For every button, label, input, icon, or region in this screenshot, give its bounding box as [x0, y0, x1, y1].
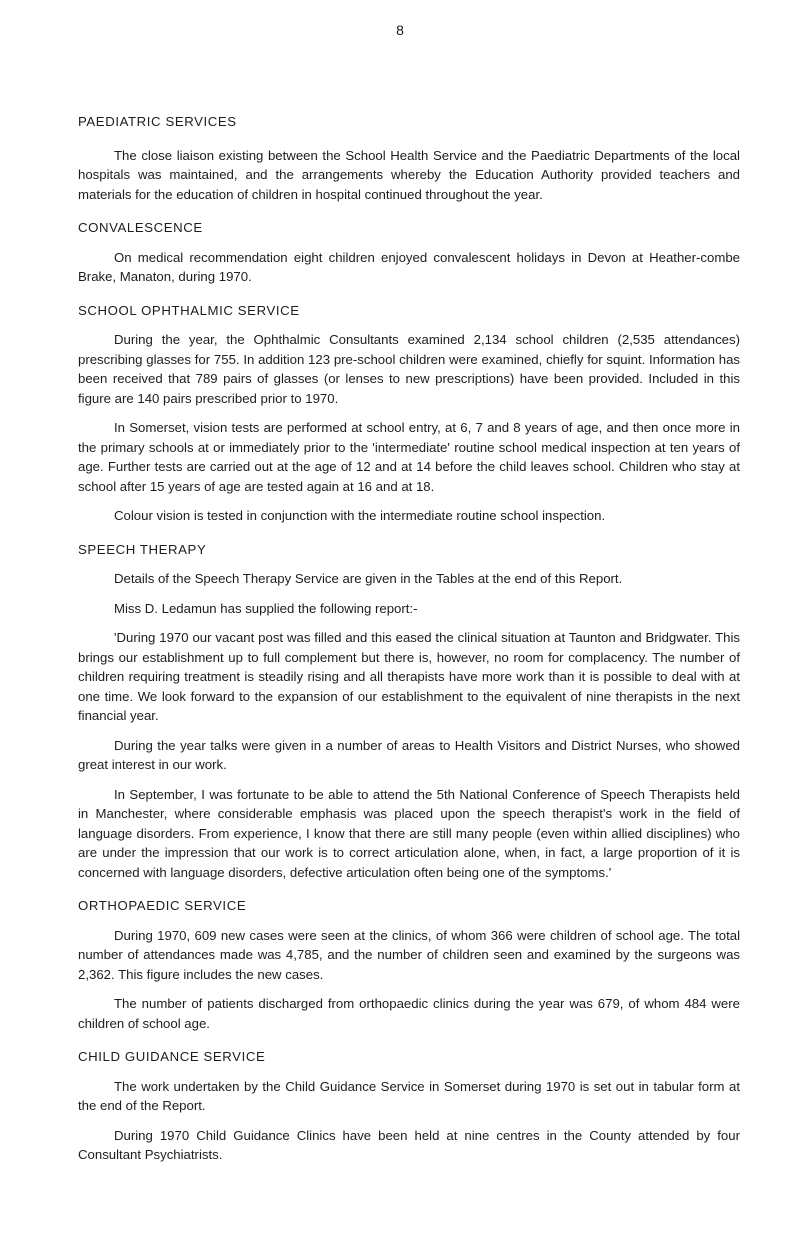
paragraph: The close liaison existing between the School Health Service and the Paediatric Departments of the local hospitals was maintained, and the arrangements whereby the Education Authority provided teachers and materials for the education of children in hospital continued throughout the year. — [78, 147, 740, 202]
paragraph: The number of patients discharged from orthopaedic clinics during the year was 679, of whom 484 were children of school age. — [78, 996, 740, 1031]
section-paediatric-services — [78, 112, 740, 204]
paragraph: In September, I was fortunate to be able to attend the 5th National Conference of Speech Therapists held in Manchester, where considerable emphasis was placed upon the speech therapist's work in the field of language disorders. From experience, I know that there are still many people (even within allied disciplines) who are under the impression that our work is to correct articulation alone, when, in fact, a large proportion of it is concerned with language disorders, defective articulation often being one of the symptoms.' — [78, 786, 740, 880]
paragraph: During 1970 Child Guidance Clinics have been held at nine centres in the County attended by four Consultant Psychiatrists. — [78, 1127, 740, 1162]
section-convalescence — [78, 218, 740, 287]
section-heading: ORTHOPAEDIC SERVICE — [78, 898, 247, 913]
section-heading: CONVALESCENCE — [78, 220, 203, 235]
paragraph: Miss D. Ledamun has supplied the following report:- — [114, 600, 418, 616]
section-heading: SCHOOL OPHTHALMIC SERVICE — [78, 302, 300, 318]
section-school-ophthalmic-service — [78, 301, 740, 526]
paragraph: In Somerset, vision tests are performed at school entry, at 6, 7 and 8 years of age, and then once more in the primary schools at or immediately prior to the 'intermediate' routine school medical inspection at ten years of age. Further tests are carried out at the age of 12 and at 14 before the child leaves school. Children who stay at school after 15 years of age are tested again at 16 and at 18. — [78, 420, 740, 494]
paragraph: Details of the Speech Therapy Service are given in the Tables at the end of this Report. — [114, 571, 623, 586]
paragraph: During 1970, 609 new cases were seen at the clinics, of whom 366 were children of school age. The total number of attendances made was 4,785, and the number of children seen and examined by the surgeons was 2,362. This figure includes the new cases. — [78, 927, 740, 982]
paragraph: During the year, the Ophthalmic Consultants examined 2,134 school children (2,535 attendances) prescribing glasses for 755. In addition 123 pre-school children were examined, chiefly for squint. Information has been received that 789 pairs of glasses (or lenses to new prescriptions) have been provided. Included in this figure are 140 pairs prescribed prior to 1970. — [78, 332, 740, 406]
page-number: 8 — [396, 22, 404, 38]
section-orthopaedic-service — [78, 896, 740, 1033]
section-speech-therapy — [78, 540, 740, 883]
paragraph: The work undertaken by the Child Guidance Service in Somerset during 1970 is set out in tabular form at the end of the Report. — [78, 1078, 740, 1113]
section-child-guidance-service — [78, 1047, 740, 1165]
paragraph: 'During 1970 our vacant post was filled and this eased the clinical situation at Taunton and Bridgwater. This brings our establishment up to full complement but there is, however, no room for complacency. The number of children requiring treatment is steadily rising and all therapists have more work than it is possible to deal with at one time. We look forward to the expansion of our establishment to the equivalent of nine therapists in the next financial year. — [78, 630, 740, 723]
section-heading: PAEDIATRIC SERVICES — [78, 114, 237, 129]
paragraph: During the year talks were given in a number of areas to Health Visitors and District Nurses, who showed great interest in our work. — [78, 737, 740, 772]
paragraph: On medical recommendation eight children enjoyed convalescent holidays in Devon at Heather-combe Brake, Manaton, during 1970. — [78, 249, 740, 284]
section-heading: CHILD GUIDANCE SERVICE — [78, 1049, 266, 1064]
section-heading: SPEECH THERAPY — [78, 541, 207, 557]
report-body — [78, 112, 740, 1179]
paragraph: Colour vision is tested in conjunction with the intermediate routine school inspection. — [114, 508, 606, 523]
